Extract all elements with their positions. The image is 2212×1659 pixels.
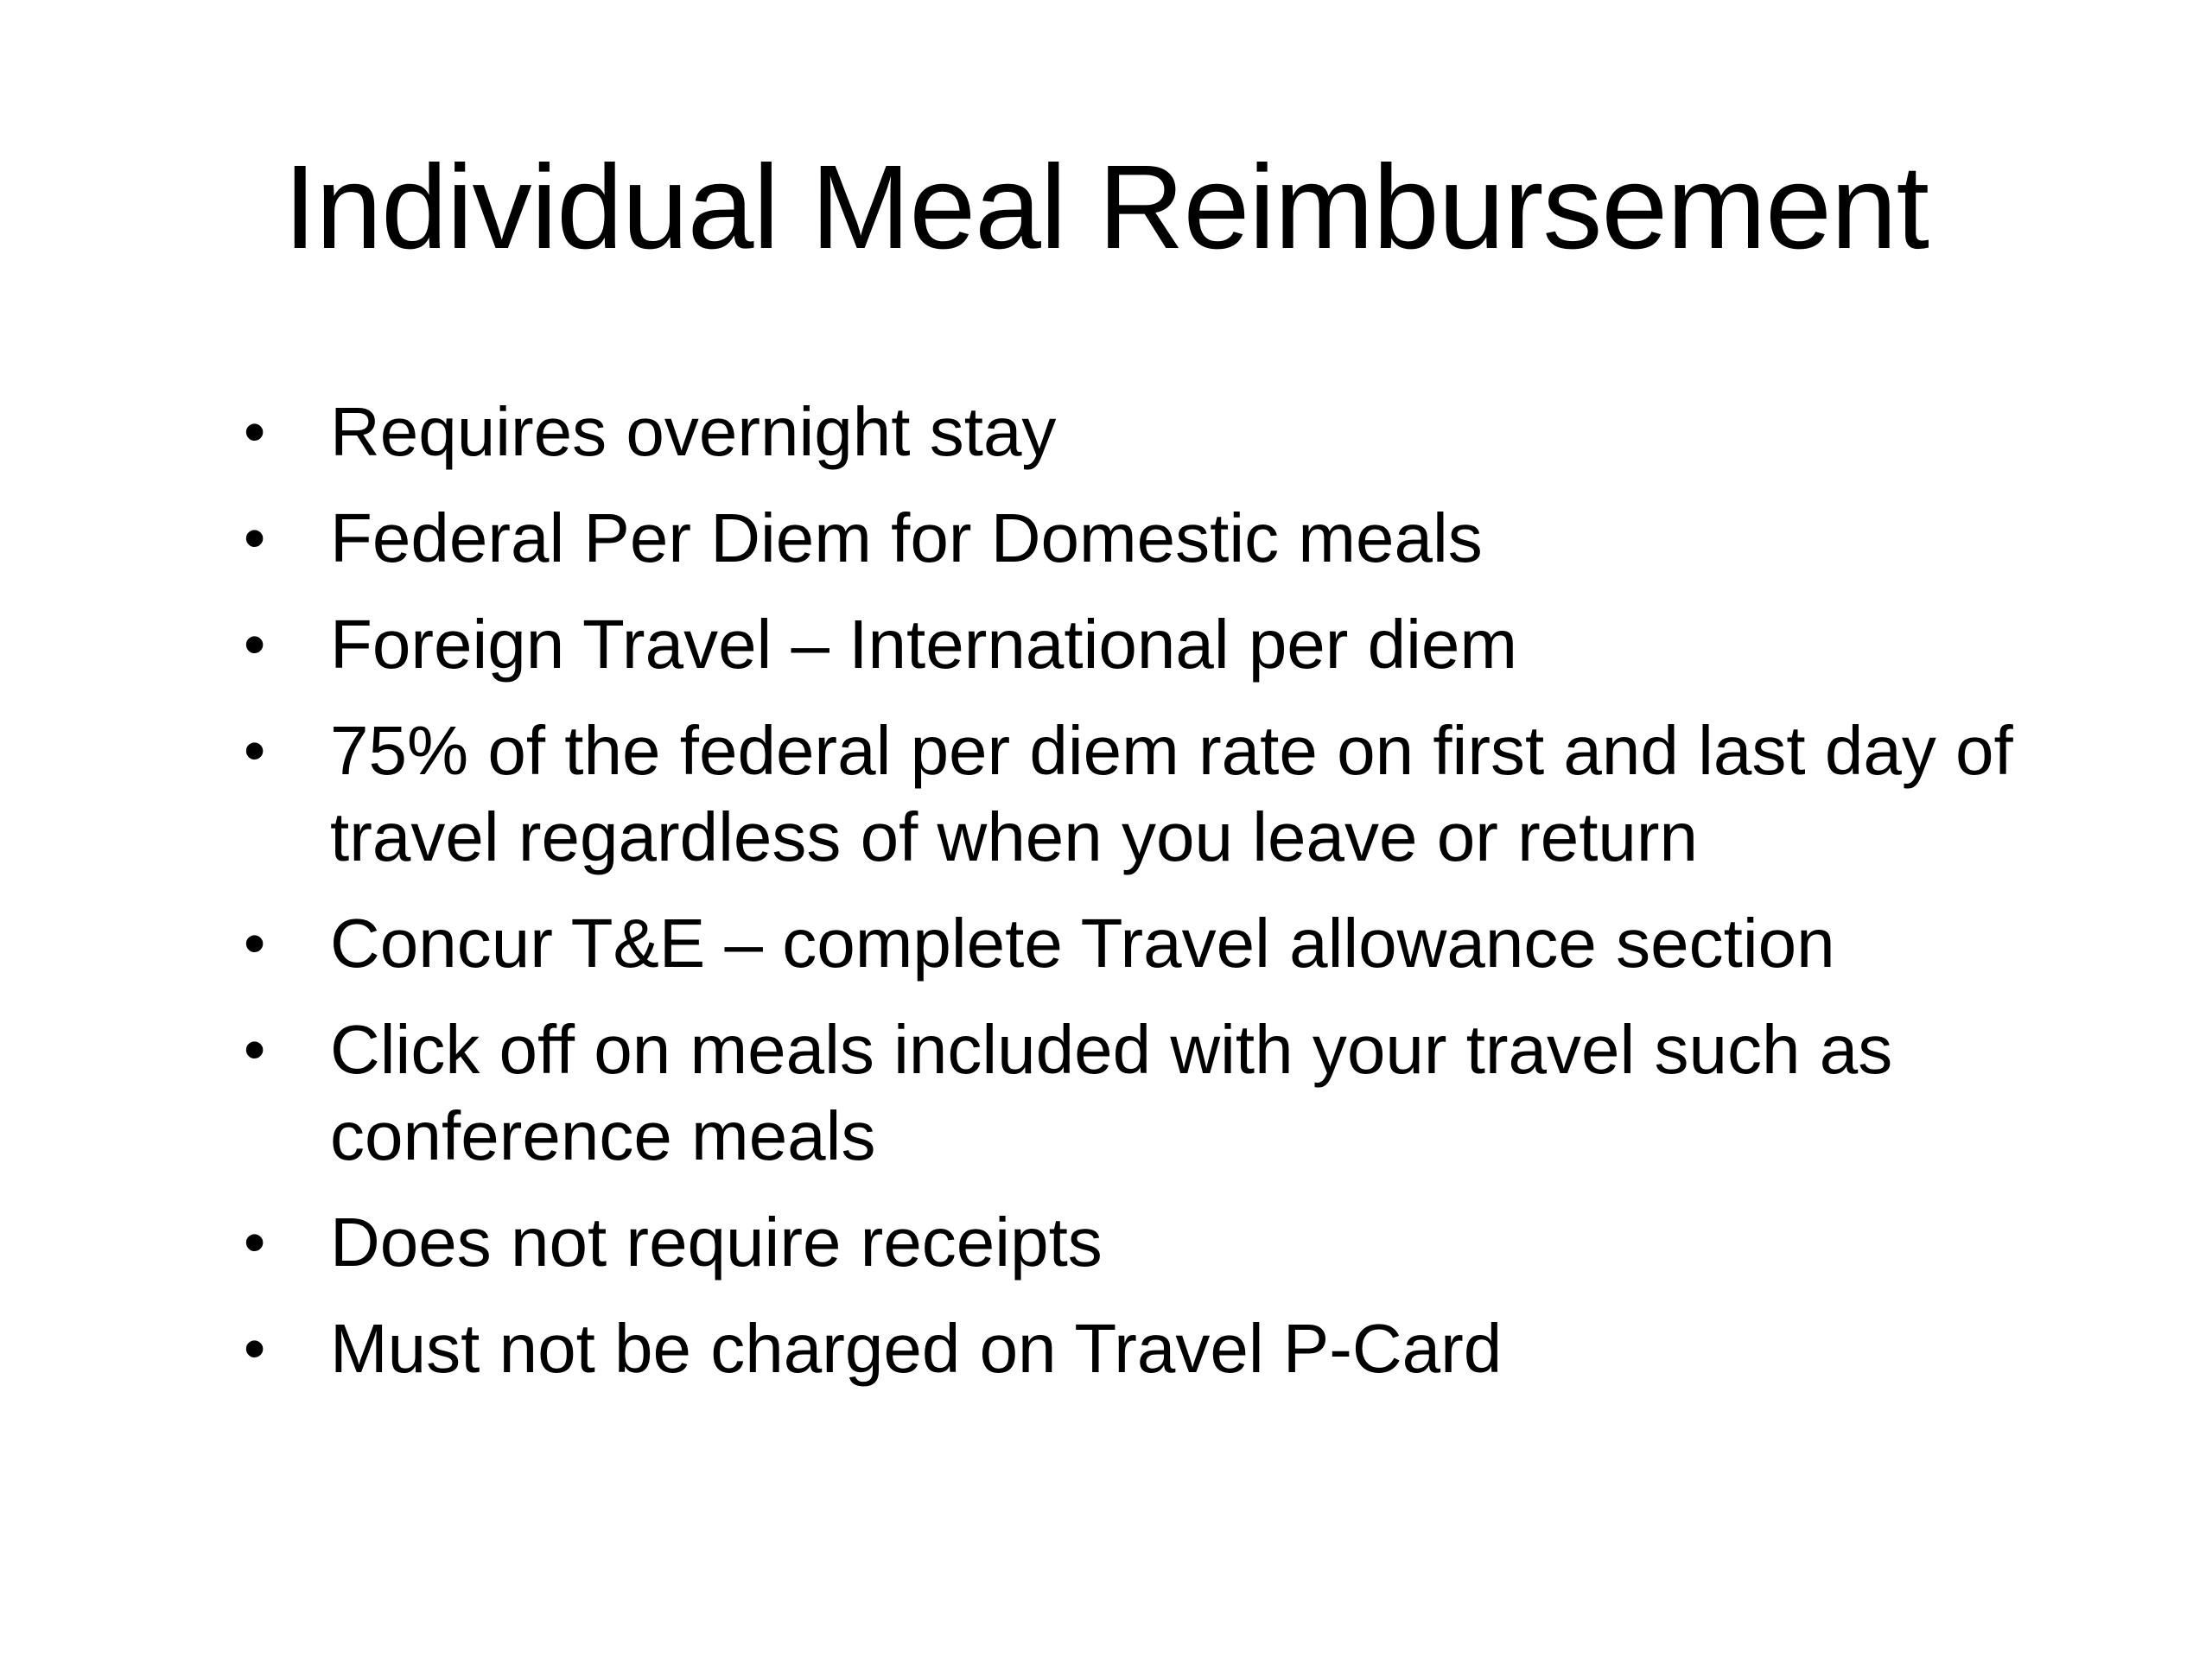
bullet-text: 75% of the federal per diem rate on first and last day of travel regardless of when you leave or return xyxy=(330,712,2013,875)
bullet-item xyxy=(233,708,2117,880)
slide-title: Individual Meal Reimbursement xyxy=(283,141,1929,274)
bullet-list xyxy=(233,389,2117,1412)
bullet-item xyxy=(233,1007,2117,1179)
bullet-icon: • xyxy=(244,504,266,573)
bullet-item xyxy=(233,1306,2117,1392)
bullet-text: Requires overnight stay xyxy=(330,393,1057,470)
bullet-item xyxy=(233,389,2117,475)
bullet-icon: • xyxy=(244,716,266,785)
bullet-icon: • xyxy=(244,1015,266,1084)
bullet-text: Click off on meals included with your travel such as conference meals xyxy=(330,1011,1893,1174)
bullet-icon: • xyxy=(244,909,266,978)
bullet-text: Must not be charged on Travel P-Card xyxy=(330,1310,1503,1387)
bullet-icon: • xyxy=(244,1314,266,1383)
bullet-text: Does not require receipts xyxy=(330,1204,1103,1281)
bullet-text: Federal Per Diem for Domestic meals xyxy=(330,499,1483,576)
bullet-text: Concur T&E – complete Travel allowance section xyxy=(330,905,1835,982)
bullet-item xyxy=(233,601,2117,688)
bullet-icon: • xyxy=(244,1208,266,1277)
bullet-icon: • xyxy=(244,397,266,467)
bullet-item xyxy=(233,495,2117,582)
bullet-text: Foreign Travel – International per diem xyxy=(330,606,1518,683)
bullet-item xyxy=(233,1199,2117,1286)
bullet-icon: • xyxy=(244,610,266,679)
bullet-item xyxy=(233,900,2117,987)
